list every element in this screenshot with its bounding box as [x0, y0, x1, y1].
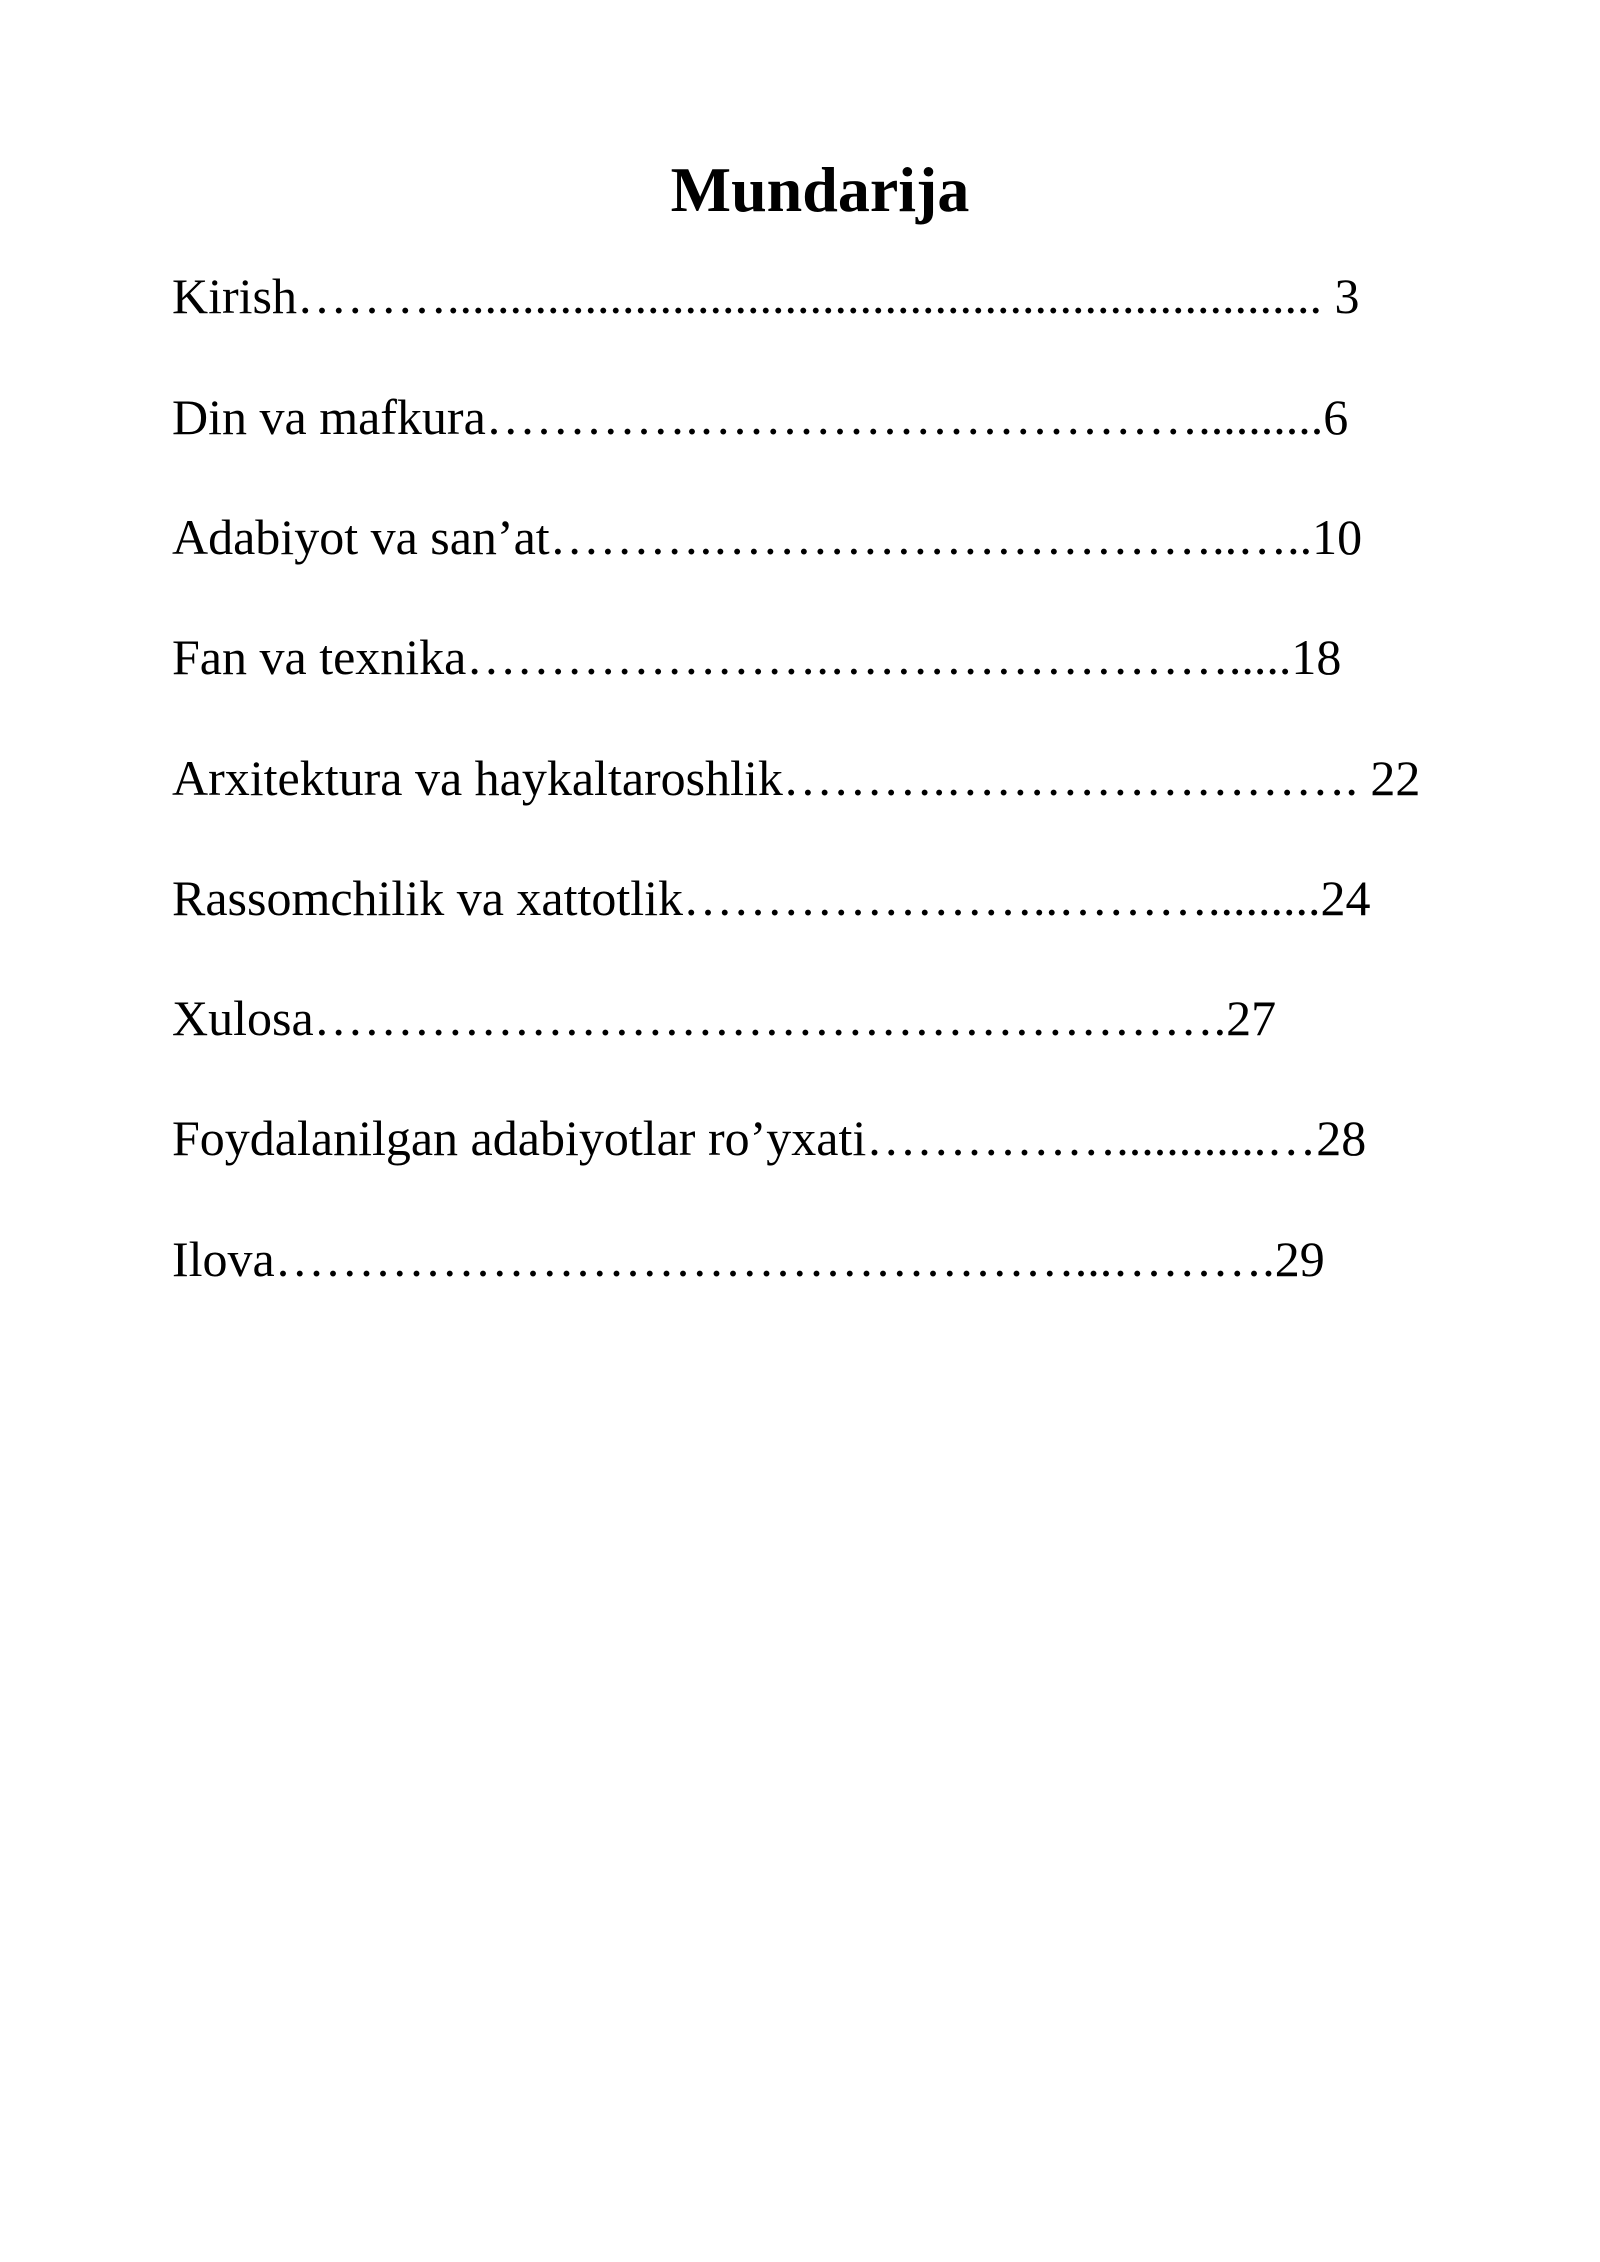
- toc-entry-ilova: Ilova…………………………………………...……….29: [172, 1231, 1325, 1287]
- toc-entry-kirish: Kirish………...................................................................... 3: [172, 268, 1360, 324]
- toc-entry-rassomchilik: Rassomchilik va xattotlik…………………..……….........24: [172, 870, 1371, 926]
- toc-entry-din-va-mafkura: Din va mafkura………….…………………………..........6: [172, 389, 1349, 445]
- toc-entry-adabiyot-va-sanat: Adabiyot va san’at……….…………………………..…..10: [172, 509, 1363, 565]
- toc-entry-xulosa: Xulosa……………………………………………….27: [172, 990, 1277, 1046]
- page-title: Mundarija: [670, 154, 970, 225]
- toc-entry-arxitektura: Arxitektura va haykaltaroshlik……….……………………. 22: [172, 750, 1421, 806]
- toc-entry-foydalanilgan-adabiyotlar: Foydalanilgan adabiyotlar ro’yxati……………............…28: [172, 1110, 1367, 1166]
- toc-entry-fan-va-texnika: Fan va texnika………………….…………………….....18: [172, 629, 1342, 685]
